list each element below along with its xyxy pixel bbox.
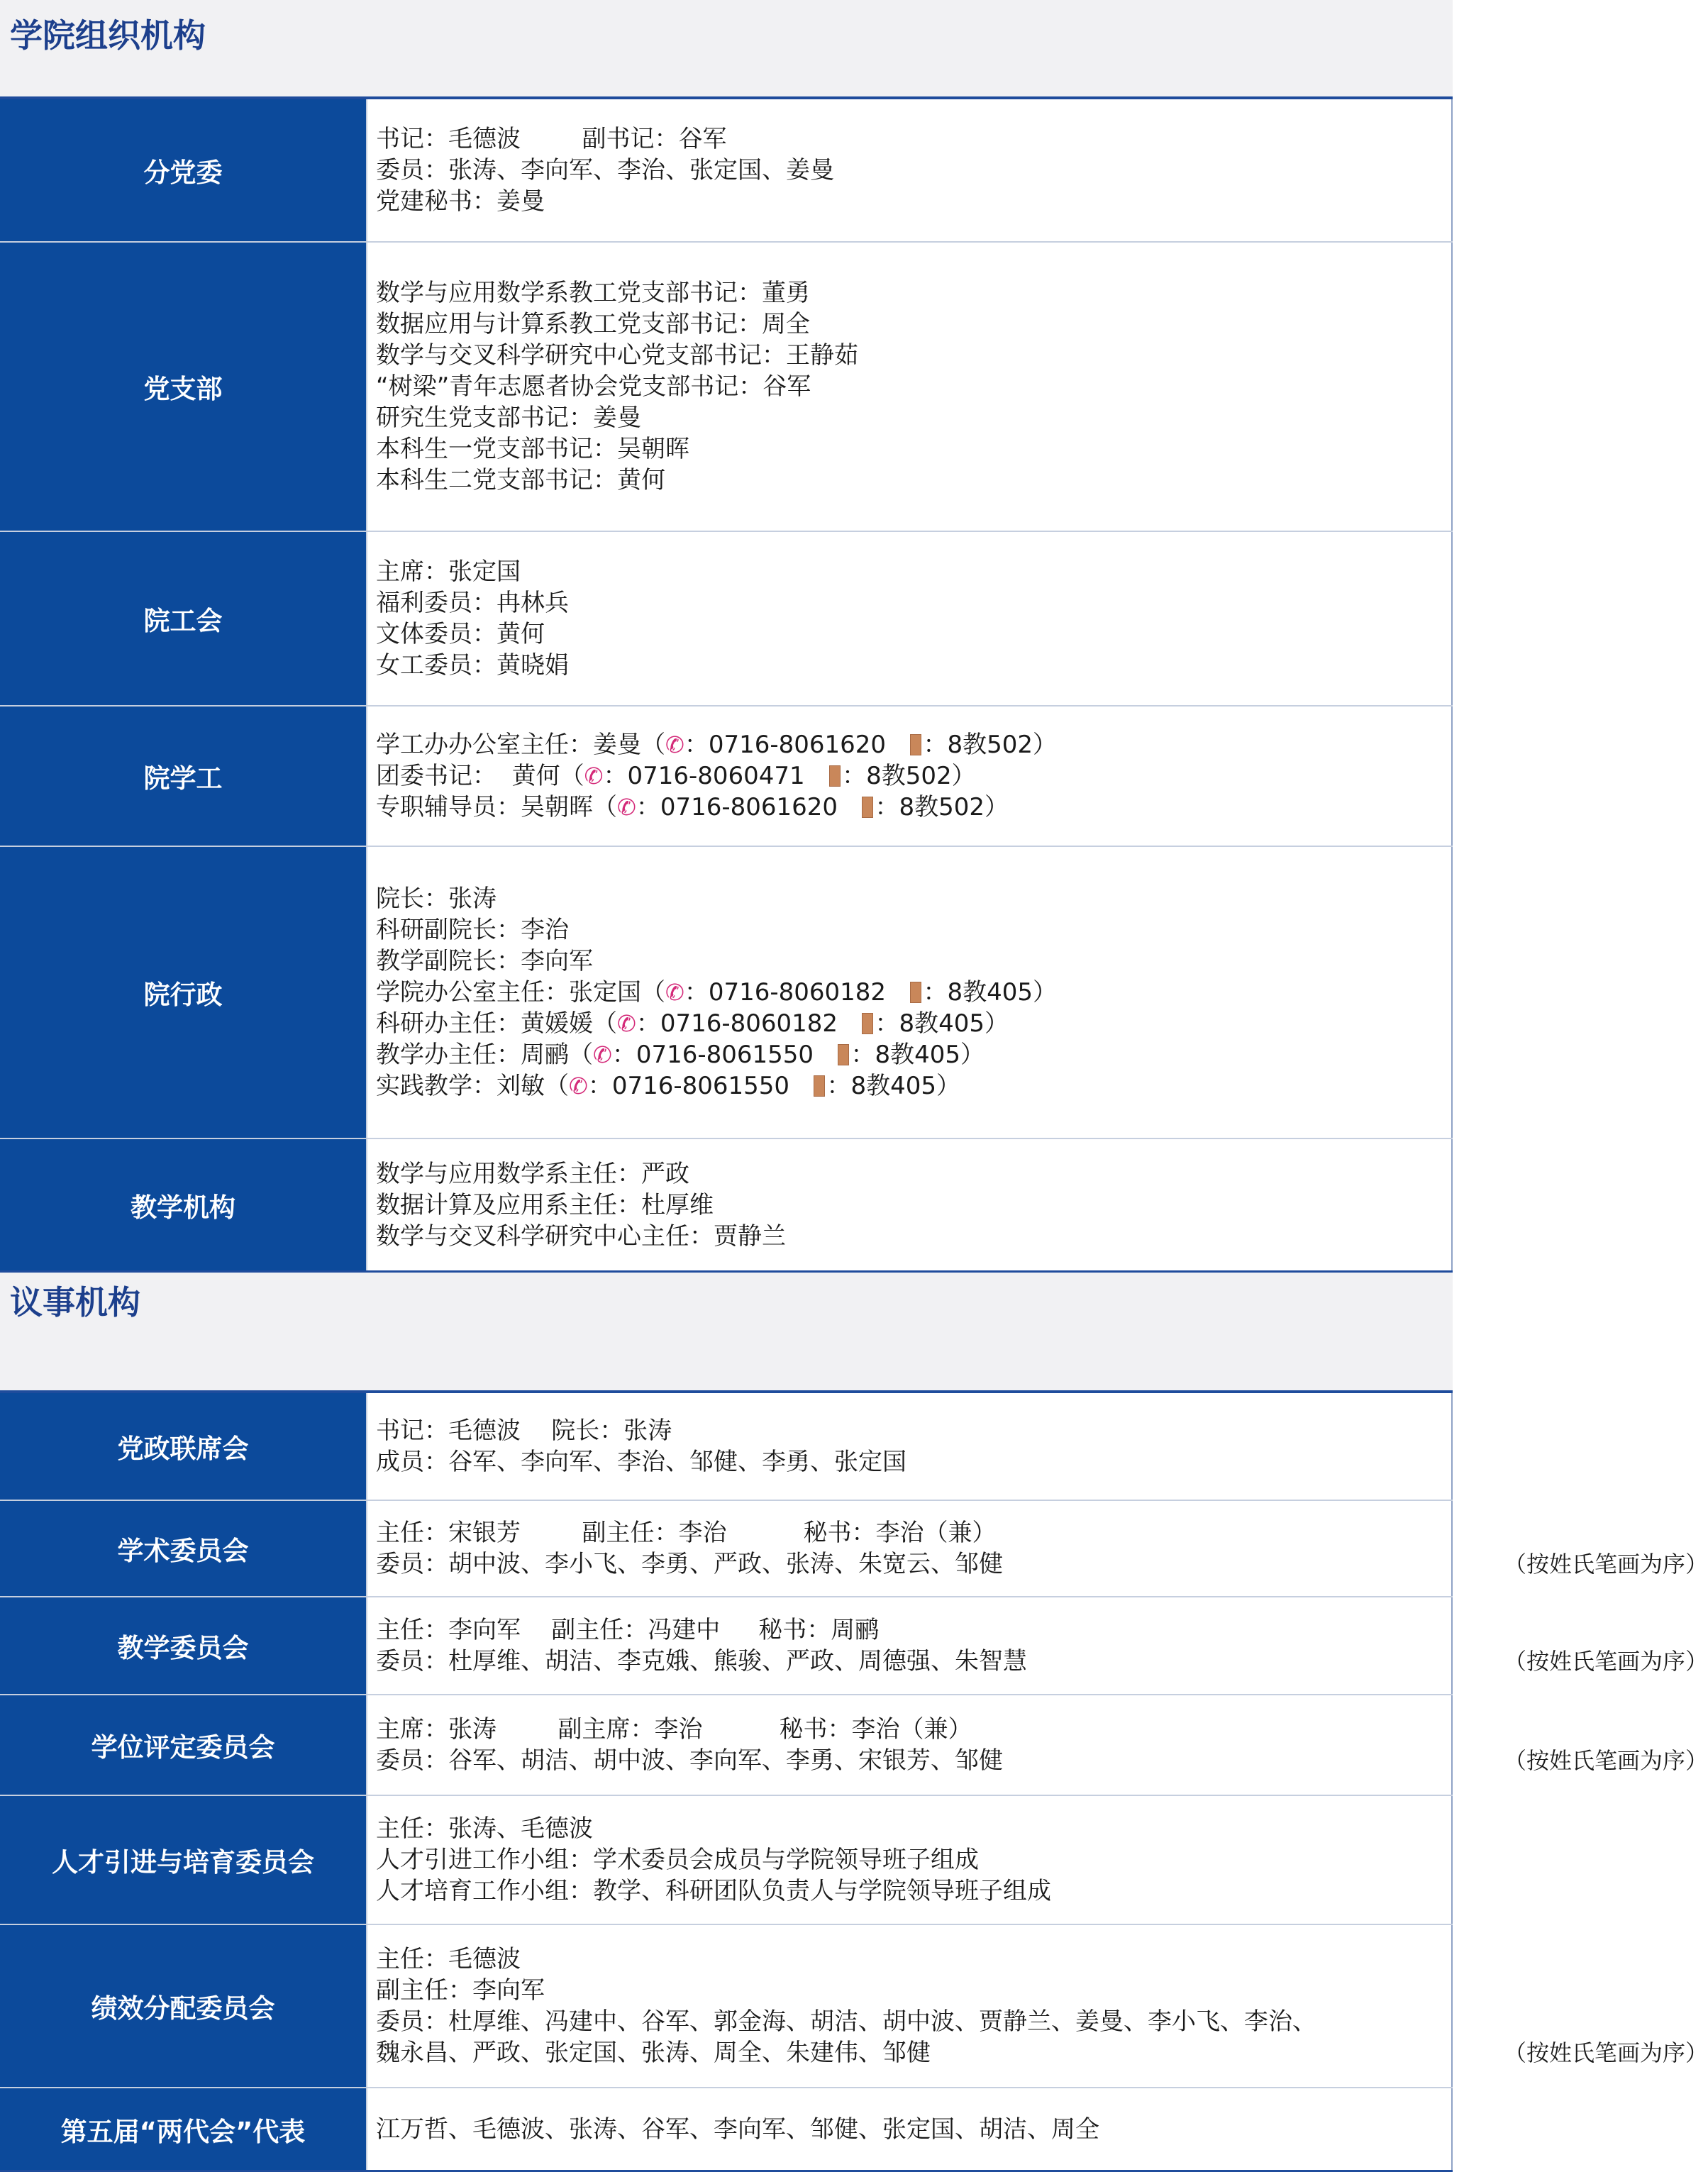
contact-line [376,1008,1451,1039]
table-row [0,99,1453,243]
contact-text: 学院办公室主任：张定国（ [376,978,665,1007]
content-line: 数学与应用数学系主任：严政 [376,1159,689,1188]
row-content [367,1139,1453,1270]
row-content [367,1796,1453,1924]
row-label: 党支部 [0,243,367,531]
order-note: （按姓氏笔画为序） [1504,1648,1708,1675]
phone-icon: ✆ [569,1073,588,1099]
close-paren: ） [985,793,1009,821]
contact-line [376,792,1451,823]
phone-icon: ✆ [584,763,604,789]
door-icon [910,982,921,1003]
colon: ： [923,978,948,1007]
colon: ： [636,1009,660,1038]
table-row [0,1393,1453,1501]
close-paren: ） [951,762,976,790]
content-line: 党建秘书：姜曼 [376,187,545,216]
content-line [376,1646,1708,1677]
colon: ： [850,1041,875,1069]
spacer [886,978,909,1007]
content-line: 副主任：李向军 [376,1976,545,2005]
room-number: 8教502 [947,731,1033,759]
row-label: 分党委 [0,99,367,241]
close-paren: ） [1033,978,1057,1007]
content-line: 人才培育工作小组：教学、科研团队负责人与学院领导班子组成 [376,1877,1051,1905]
content-text: 魏永昌、严政、张定国、张涛、周全、朱建伟、邹健 [376,2039,931,2067]
content-line: 本科生一党支部书记：吴朝晖 [376,435,689,463]
table-row [0,1139,1453,1273]
content-line: 主任：李向军 副主任：冯建中 秘书：周鹂 [376,1616,880,1644]
content-line: 福利委员：冉林兵 [376,589,569,617]
colon: ： [826,1072,851,1100]
section-header-organization [0,0,1453,96]
row-content [367,1393,1453,1500]
spacer [789,1072,812,1100]
phone-icon: ✆ [665,979,684,1006]
row-content [367,99,1453,241]
row-label: 人才引进与培育委员会 [0,1796,367,1924]
colon: ： [842,762,867,790]
door-icon [838,1044,849,1065]
contact-text: 学工办办公室主任：姜曼（ [376,731,665,759]
phone-number: 0716-8061620 [660,793,838,821]
contact-line [376,729,1451,760]
phone-icon: ✆ [617,794,636,821]
content-line: 江万哲、毛德波、张涛、谷军、李向军、邹健、张定国、胡洁、周全 [376,2115,1099,2144]
content-line: 成员：谷军、李向军、李治、邹健、李勇、张定国 [376,1448,906,1476]
colon: ： [587,1072,612,1100]
table-row [0,1695,1708,1796]
content-line: 数学与交叉科学研究中心主任：贾静兰 [376,1221,786,1251]
row-content [367,243,1453,531]
section-title: 学院组织机构 [10,16,206,55]
phone-icon: ✆ [665,731,684,758]
door-icon [910,734,921,755]
order-note: （按姓氏笔画为序） [1504,1747,1708,1774]
section-title: 议事机构 [10,1283,140,1322]
phone-icon: ✆ [617,1010,636,1037]
content-line: 数学与交叉科学研究中心党支部书记：王静茹 [376,341,858,370]
row-content [367,707,1453,846]
content-text: 委员：胡中波、李小飞、李勇、严政、张涛、朱宽云、邹健 [376,1550,1003,1578]
content-text: 委员：谷军、胡洁、胡中波、李向军、李勇、宋银芳、邹健 [376,1746,1003,1775]
row-content [367,1597,1708,1694]
content-line: 主任：毛德波 [376,1945,521,1973]
content-line: 人才引进工作小组：学术委员会成员与学院领导班子组成 [376,1846,979,1874]
order-note: （按姓氏笔画为序） [1504,1551,1708,1578]
close-paren: ） [960,1041,985,1069]
close-paren: ） [936,1072,960,1100]
content-line [376,1745,1708,1776]
close-paren: ） [1033,731,1057,759]
door-icon [814,1075,825,1097]
door-icon [829,765,841,787]
row-label: 院学工 [0,707,367,846]
table-row [0,1925,1708,2088]
row-label: 学位评定委员会 [0,1695,367,1795]
door-icon [862,797,873,818]
table-row [0,1501,1708,1597]
table-row [0,847,1453,1139]
colon: ： [636,793,660,821]
table-row [0,243,1453,532]
content-line: 委员：杜厚维、冯建中、谷军、郭金海、胡洁、胡中波、贾静兰、姜曼、李小飞、李治、 [376,2007,1316,2036]
content-line: 委员：张涛、李向军、李治、张定国、姜曼 [376,156,834,184]
content-line: 主席：张定国 [376,558,521,586]
content-line: 主席：张涛 副主席：李治 秘书：李治（兼） [376,1715,972,1744]
spacer [838,1009,860,1038]
content-line: 数据计算及应用系主任：杜厚维 [376,1190,714,1219]
order-note: （按姓氏笔画为序） [1504,2039,1708,2066]
spacer [838,793,860,821]
phone-number: 0716-8060182 [660,1009,838,1038]
content-line: “树梁”青年志愿者协会党支部书记：谷军 [376,372,811,401]
content-line: 数学与应用数学系教工党支部书记：董勇 [376,279,810,307]
content-line: 女工委员：黄晓娟 [376,651,569,680]
colon: ： [611,1041,636,1069]
content-line [376,1548,1708,1580]
contact-line [376,1039,1451,1070]
spacer [805,762,828,790]
contact-line [376,760,1451,792]
phone-number: 0716-8060182 [708,978,887,1007]
contact-text: 专职辅导员：吴朝晖（ [376,793,617,821]
room-number: 8教405 [875,1041,960,1069]
colon: ： [684,731,709,759]
phone-number: 0716-8061550 [611,1072,790,1100]
content-line: 科研副院长：李治 [376,916,569,944]
row-label: 党政联席会 [0,1393,367,1500]
contact-text: 实践教学：刘敏（ [376,1072,569,1100]
table-row [0,2088,1453,2172]
content-line: 本科生二党支部书记：黄何 [376,466,665,494]
row-content [367,532,1453,705]
content-line: 文体委员：黄何 [376,620,545,648]
room-number: 8教405 [947,978,1033,1007]
contact-text: 教学办主任：周鹂（ [376,1041,593,1069]
content-text: 委员：杜厚维、胡洁、李克娥、熊骏、严政、周德强、朱智慧 [376,1647,1027,1675]
content-line: 数据应用与计算系教工党支部书记：周全 [376,310,810,338]
table-row [0,1597,1708,1695]
colon: ： [923,731,948,759]
row-label: 院行政 [0,847,367,1138]
row-content [367,1695,1708,1795]
content-line: 主任：宋银芳 副主任：李治 秘书：李治（兼） [376,1519,997,1547]
row-label: 院工会 [0,532,367,705]
content-line: 书记：毛德波 院长：张涛 [376,1417,672,1445]
contact-text: 团委书记： 黄何（ [376,762,584,790]
table-row [0,532,1453,707]
contact-line [376,977,1451,1008]
table-row [0,707,1453,847]
table-row [0,1796,1453,1925]
spacer [814,1041,836,1069]
contact-text: 科研办主任：黄媛媛（ [376,1009,617,1038]
colon: ： [684,978,709,1007]
row-label: 第五届“两代会”代表 [0,2088,367,2170]
row-label: 学术委员会 [0,1501,367,1596]
row-label: 教学委员会 [0,1597,367,1694]
row-content [367,1501,1708,1596]
colon: ： [875,1009,899,1038]
colon: ： [875,793,899,821]
room-number: 8教502 [866,762,952,790]
row-content [367,2088,1453,2170]
organization-table [0,96,1453,1273]
row-content [367,847,1453,1138]
content-line: 教学副院长：李向军 [376,947,593,975]
content-line: 书记：毛德波 副书记：谷军 [376,125,727,153]
deliberative-table [0,1390,1708,2172]
content-line: 研究生党支部书记：姜曼 [376,404,641,432]
door-icon [862,1013,873,1034]
spacer [886,731,909,759]
row-label: 绩效分配委员会 [0,1925,367,2087]
room-number: 8教502 [899,793,985,821]
content-line [376,2037,1708,2068]
content-line: 院长：张涛 [376,885,497,913]
phone-number: 0716-8061550 [636,1041,814,1069]
content-line: 主任：张涛、毛德波 [376,1814,593,1843]
phone-icon: ✆ [593,1041,612,1068]
phone-number: 0716-8060471 [627,762,805,790]
room-number: 8教405 [899,1009,985,1038]
colon: ： [603,762,628,790]
contact-line [376,1070,1451,1102]
room-number: 8教405 [850,1072,936,1100]
row-label: 教学机构 [0,1139,367,1270]
close-paren: ） [985,1009,1009,1038]
phone-number: 0716-8061620 [708,731,887,759]
row-content [367,1925,1708,2087]
section-header-deliberative [0,1273,1453,1390]
